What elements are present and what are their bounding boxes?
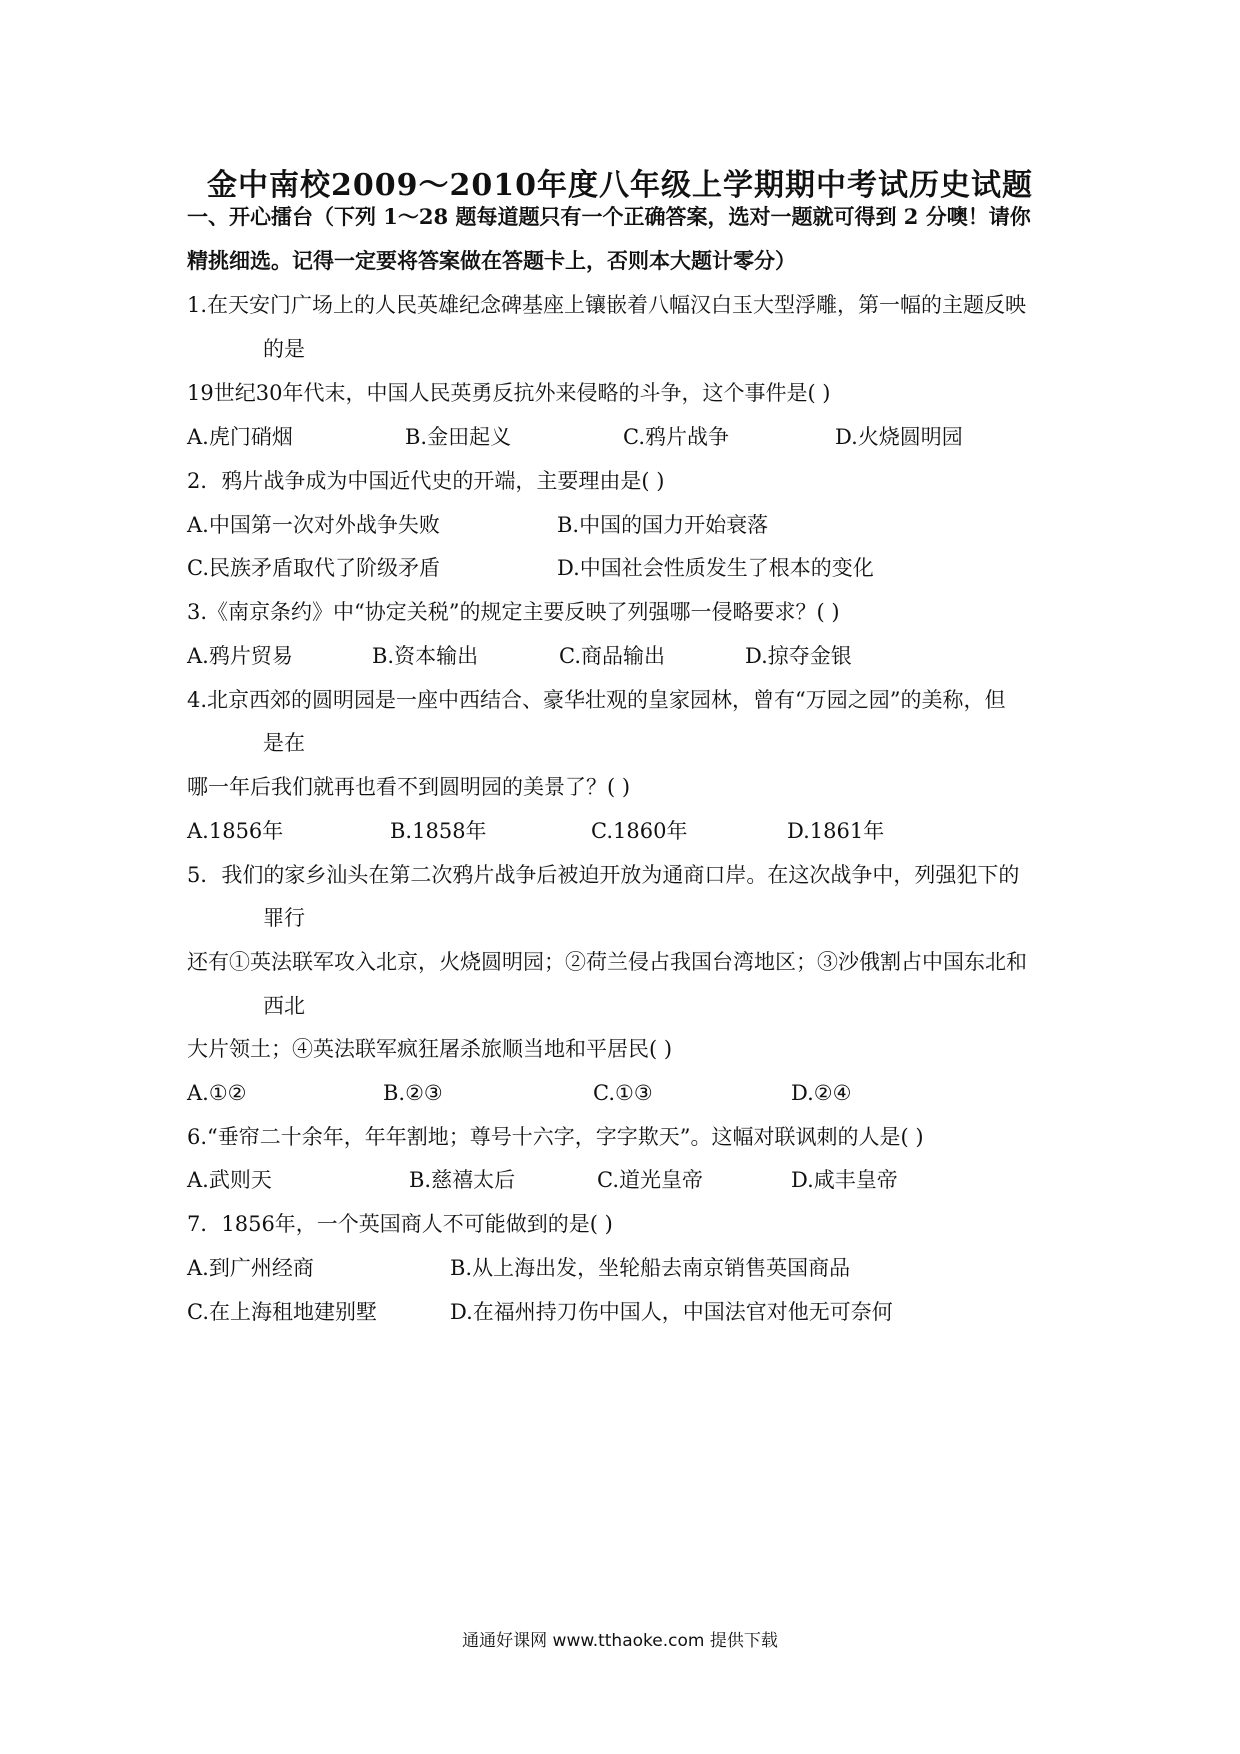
question-2-option-a: A.中国第一次对外战争失败 <box>187 513 440 537</box>
question-4-options <box>187 816 1087 846</box>
question-5-option-d: D.②④ <box>791 1081 852 1105</box>
section-instruction-line-1: 一、开心擂台（下列 1～28 题每道题只有一个正确答案，选对一题就可得到 2 分噢！请你 <box>187 204 1031 229</box>
question-7-option-c: C.在上海租地建别墅 <box>187 1300 377 1324</box>
question-5-line-1: 5．我们的家乡汕头在第二次鸦片战争后被迫开放为通商口岸。在这次战争中，列强犯下的 <box>187 863 1020 887</box>
question-6-options <box>187 1165 1087 1195</box>
question-1-option-d: D.火烧圆明园 <box>835 425 963 449</box>
question-3-option-d: D.掠夺金银 <box>745 644 852 668</box>
question-4-line-2: 是在 <box>263 731 305 755</box>
question-1-option-a: A.虎门硝烟 <box>187 425 293 449</box>
question-2-option-d: D.中国社会性质发生了根本的变化 <box>557 556 874 580</box>
question-3-line-1: 3.《南京条约》中“协定关税”的规定主要反映了列强哪一侵略要求？( ) <box>187 600 840 624</box>
question-6-option-c: C.道光皇帝 <box>597 1168 703 1192</box>
footer-source-text: 通通好课网 www.tthaoke.com 提供下载 <box>462 1631 778 1651</box>
question-4-option-c: C.1860年 <box>591 819 688 843</box>
question-2-options-row-2 <box>187 553 1087 583</box>
question-3-option-a: A.鸦片贸易 <box>187 644 293 668</box>
question-2-option-c: C.民族矛盾取代了阶级矛盾 <box>187 556 440 580</box>
question-5-options <box>187 1078 1087 1108</box>
question-5-line-5: 大片领土；④英法联军疯狂屠杀旅顺当地和平居民( ) <box>187 1037 673 1061</box>
question-2-option-b: B.中国的国力开始衰落 <box>557 513 769 537</box>
question-5-line-2: 罪行 <box>263 906 305 930</box>
question-6-option-b: B.慈禧太后 <box>409 1168 516 1192</box>
question-1-line-2: 的是 <box>263 337 305 361</box>
question-2-line-1: 2．鸦片战争成为中国近代史的开端，主要理由是( ) <box>187 469 665 493</box>
question-4-line-3: 哪一年后我们就再也看不到圆明园的美景了？( ) <box>187 775 631 799</box>
question-5-line-3: 还有①英法联军攻入北京，火烧圆明园；②荷兰侵占我国台湾地区；③沙俄割占中国东北和 <box>187 950 1027 974</box>
question-7-option-d: D.在福州持刀伤中国人，中国法官对他无可奈何 <box>450 1300 893 1324</box>
question-2-options-row-1 <box>187 510 1087 540</box>
question-5-line-4: 西北 <box>263 994 305 1018</box>
question-5-option-c: C.①③ <box>593 1081 653 1105</box>
question-1-line-1: 1.在天安门广场上的人民英雄纪念碑基座上镶嵌着八幅汉白玉大型浮雕，第一幅的主题反映 <box>187 293 1027 317</box>
question-6-line-1: 6.“垂帘二十余年，年年割地；尊号十六字，字字欺天”。这幅对联讽刺的人是( ) <box>187 1125 924 1149</box>
question-5-option-b: B.②③ <box>383 1081 443 1105</box>
question-4-option-d: D.1861年 <box>787 819 885 843</box>
question-5-option-a: A.①② <box>187 1081 247 1105</box>
section-instruction-line-2: 精挑细选。记得一定要将答案做在答题卡上，否则本大题计零分） <box>187 248 796 273</box>
question-6-option-a: A.武则天 <box>187 1168 272 1192</box>
page-title: 金中南校2009～2010年度八年级上学期期中考试历史试题 <box>207 168 1033 203</box>
question-1-option-b: B.金田起义 <box>405 425 512 449</box>
question-3-option-c: C.商品输出 <box>559 644 665 668</box>
question-7-options-row-1 <box>187 1253 1087 1283</box>
question-1-line-3: 19世纪30年代末，中国人民英勇反抗外来侵略的斗争，这个事件是( ) <box>187 381 831 405</box>
question-7-line-1: 7．1856年，一个英国商人不可能做到的是( ) <box>187 1212 613 1236</box>
question-4-option-b: B.1858年 <box>390 819 487 843</box>
question-7-options-row-2 <box>187 1297 1087 1327</box>
question-3-options <box>187 641 1087 671</box>
question-4-line-1: 4.北京西郊的圆明园是一座中西结合、豪华壮观的皇家园林，曾有“万园之园”的美称，但 <box>187 688 1006 712</box>
question-7-option-b: B.从上海出发，坐轮船去南京销售英国商品 <box>450 1256 851 1280</box>
question-6-option-d: D.咸丰皇帝 <box>791 1168 898 1192</box>
question-3-option-b: B.资本输出 <box>372 644 479 668</box>
question-1-options <box>187 422 1087 452</box>
question-7-option-a: A.到广州经商 <box>187 1256 314 1280</box>
question-4-option-a: A.1856年 <box>187 819 284 843</box>
question-1-option-c: C.鸦片战争 <box>623 425 729 449</box>
